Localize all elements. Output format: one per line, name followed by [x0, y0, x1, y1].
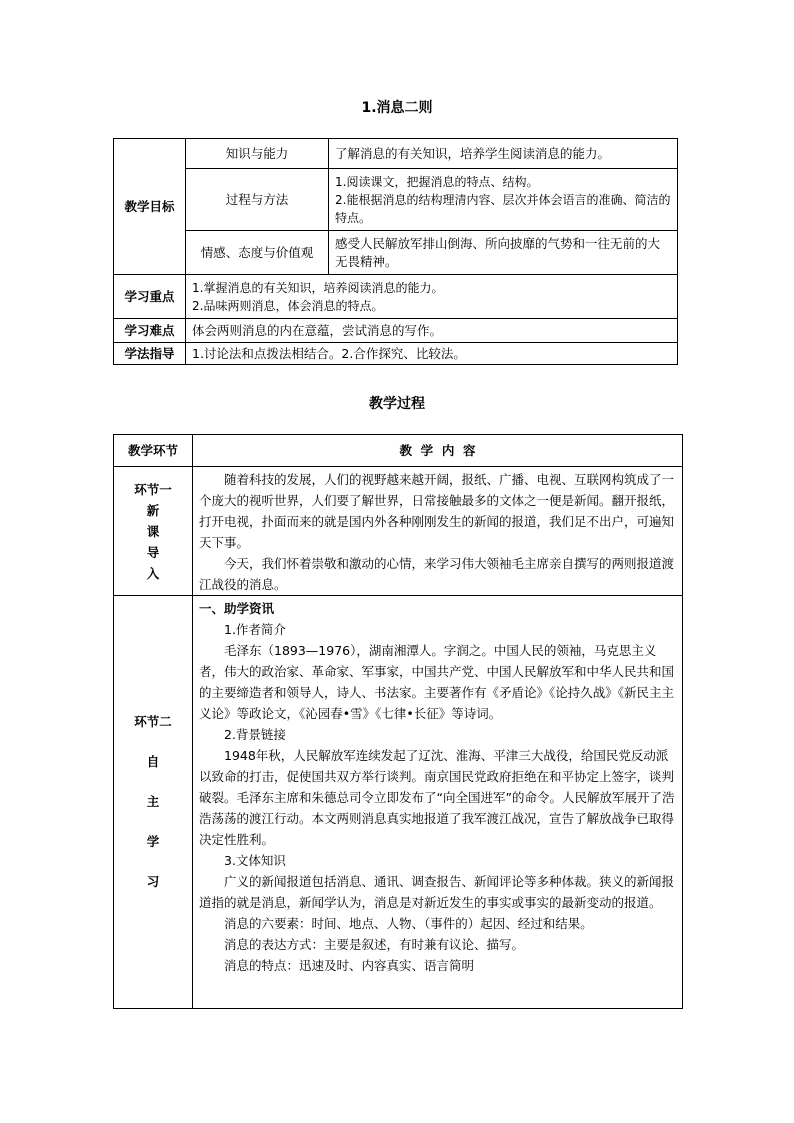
key-point: 2.品味两则消息，体会消息的特点。 [192, 298, 384, 313]
section-label-goals: 教学目标 [114, 139, 186, 275]
step-label-line: 自 [146, 754, 160, 769]
key-point: 1.掌握消息的有关知识，培养阅读消息的能力。 [192, 280, 444, 295]
step2-label [114, 596, 193, 1009]
difficulty-label: 学习难点 [114, 319, 186, 343]
process-title: 教学过程 [369, 396, 425, 412]
step-label-line: 环节一 [134, 481, 172, 497]
paragraph: 消息的表达方式：主要是叙述，有时兼有议论、描写。 [224, 937, 525, 952]
step-label-line: 课 [146, 523, 160, 539]
method-label: 学法指导 [114, 343, 186, 365]
goal-category: 情感、态度与价值观 [186, 231, 329, 275]
subheading: 2.背景链接 [224, 727, 286, 742]
header-step: 教学环节 [114, 435, 193, 467]
header-content: 教 学 内 容 [193, 435, 683, 467]
step-label-line: 学 [146, 834, 160, 849]
goal-text: 1.阅读课文，把握消息的特点、结构。 2.能根据消息的结构理清内容、层次并体会语言的准确、简洁的特点。 [329, 169, 678, 231]
step1-content [193, 467, 683, 596]
paragraph: 随着科技的发展，人们的视野越来越开阔，报纸、广播、电视、互联网构筑成了一个庞大的视听世界，人们要了解世界，日常接触最多的文体之一便是新闻。翻开报纸，打开电视，扑面而来的就是国内外各种刚刚发生的新闻的报道，我们足不出户，可遍知天下事。 [199, 472, 675, 550]
step2-content [193, 596, 683, 1009]
document-title: 1.消息二则 [361, 100, 433, 116]
section-heading: 一、助学资讯 [199, 601, 275, 616]
paragraph: 广义的新闻报道包括消息、通讯、调查报告、新闻评论等多种体裁。狭义的新闻报道指的就是消息，新闻学认为，消息是对新近发生的事实或事实的最新变动的报道。 [199, 874, 675, 910]
key-points [186, 275, 678, 319]
goals-table [113, 138, 678, 365]
paragraph: 毛泽东（1893—1976），湖南湘潭人。字润之。中国人民的领袖，马克思主义者，伟大的政治家、革命家、军事家，中国共产党、中国人民解放军和中华人民共和国的主要缔造者和领导人，诗人、书法家。主要著作有《矛盾论》《论持久战》《新民主主义论》等政论文，《沁园春•雪》《七律•长征》等诗词。 [199, 643, 675, 721]
goal-category: 知识与能力 [186, 139, 329, 169]
step-label-line: 环节二 [134, 714, 172, 729]
step-label-line: 习 [146, 874, 160, 889]
paragraph: 1948年秋，人民解放军连续发起了辽沈、淮海、平津三大战役，给国民党反动派以致命的打击，促使国共双方举行谈判。南京国民党政府拒绝在和平协定上签字，谈判破裂。毛泽东主席和朱德总司令立即发布了“向全国进军”的命令。人民解放军展开了浩浩荡荡的渡江行动。本文两则消息真实地报道了我军渡江战况，宣告了解放战争已取得决定性胜利。 [199, 748, 675, 847]
goal-text: 了解消息的有关知识，培养学生阅读消息的能力。 [329, 139, 678, 169]
paragraph: 今天，我们怀着崇敬和激动的心情，来学习伟大领袖毛主席亲自撰写的两则报道渡江战役的消息。 [199, 556, 675, 592]
step1-label [114, 467, 193, 596]
paragraph: 消息的特点：迅速及时、内容真实、语言简明 [224, 958, 475, 973]
goal-text: 感受人民解放军排山倒海、所向披靡的气势和一往无前的大无畏精神。 [329, 231, 678, 275]
paragraph: 消息的六要素：时间、地点、人物、（事件的）起因、经过和结果。 [224, 916, 593, 931]
difficulty-text: 体会两则消息的内在意蕴，尝试消息的写作。 [186, 319, 678, 343]
step-label-line: 新 [146, 502, 160, 518]
process-table [113, 434, 683, 1009]
subheading: 3.文体知识 [224, 853, 286, 868]
step-label-line: 入 [146, 565, 160, 581]
key-points-label: 学习重点 [114, 275, 186, 319]
step-label-line: 主 [146, 794, 160, 809]
step-label-line: 导 [146, 544, 160, 560]
goal-category: 过程与方法 [186, 169, 329, 231]
method-text: 1.讨论法和点拨法相结合。2.合作探究、比较法。 [186, 343, 678, 365]
subheading: 1.作者简介 [224, 622, 286, 637]
